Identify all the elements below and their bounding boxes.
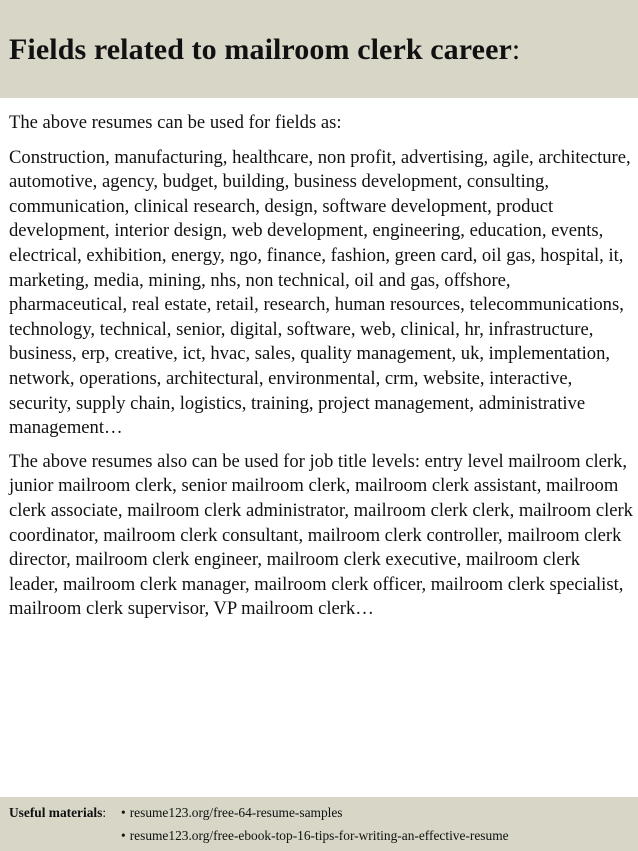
- job-levels-paragraph: The above resumes also can be used for job title levels: entry level mailroom clerk, junior mailroom clerk, senior mailroom clerk, mailroom clerk assistant, mailroom clerk associate, mailroom clerk administrator, mailroom clerk clerk, mailroom clerk coordinator, mailroom clerk consultant, mailroom clerk controller, mailroom clerk director, mailroom clerk engineer, mailroom clerk executive, mailroom clerk leader, mailroom clerk manager, mailroom clerk officer, mailroom clerk specialist, mailroom clerk supervisor, VP mailroom clerk…: [9, 450, 633, 620]
- fields-list: Construction, manufacturing, healthcare, non profit, advertising, agile, architecture, automotive, agency, budget, building, business development, consulting, communication, clinical research, design, software development, product development, interior design, web development, engineering, education, events, electrical, exhibition, energy, ngo, finance, fashion, green card, oil gas, hospital, it, marketing, media, mining, nhs, non technical, oil and gas, offshore, pharmaceutical, real estate, retail, research, human resources, telecommunications, technology, technical, senior, digital, software, web, clinical, hr, infrastructure, business, erp, creative, ict, hvac, sales, quality management, uk, implementation, network, operations, architectural, environmental, crm, website, interactive, security, supply chain, logistics, training, project management, administrative management…: [9, 146, 631, 439]
- useful-materials-label-text: Useful materials: [9, 805, 103, 820]
- main-content: [9, 111, 633, 622]
- fields-intro: The above resumes can be used for fields as:: [9, 112, 342, 133]
- page-title-colon: :: [511, 33, 521, 66]
- footer-link-resume-samples[interactable]: [121, 805, 343, 821]
- bullet-icon: •: [121, 828, 126, 843]
- footer-link-ebook[interactable]: [121, 828, 509, 844]
- footer-link-text[interactable]: resume123.org/free-ebook-top-16-tips-for-writing-an-effective-resume: [129, 828, 509, 843]
- useful-materials-colon: :: [102, 805, 107, 820]
- bullet-icon: •: [121, 805, 126, 820]
- footer: [0, 797, 638, 851]
- footer-link-text[interactable]: resume123.org/free-64-resume-samples: [129, 805, 343, 820]
- page-header: [0, 0, 638, 98]
- page-title: [9, 31, 520, 69]
- useful-materials-label: [9, 805, 106, 821]
- page-title-text: Fields related to mailroom clerk career: [9, 33, 512, 66]
